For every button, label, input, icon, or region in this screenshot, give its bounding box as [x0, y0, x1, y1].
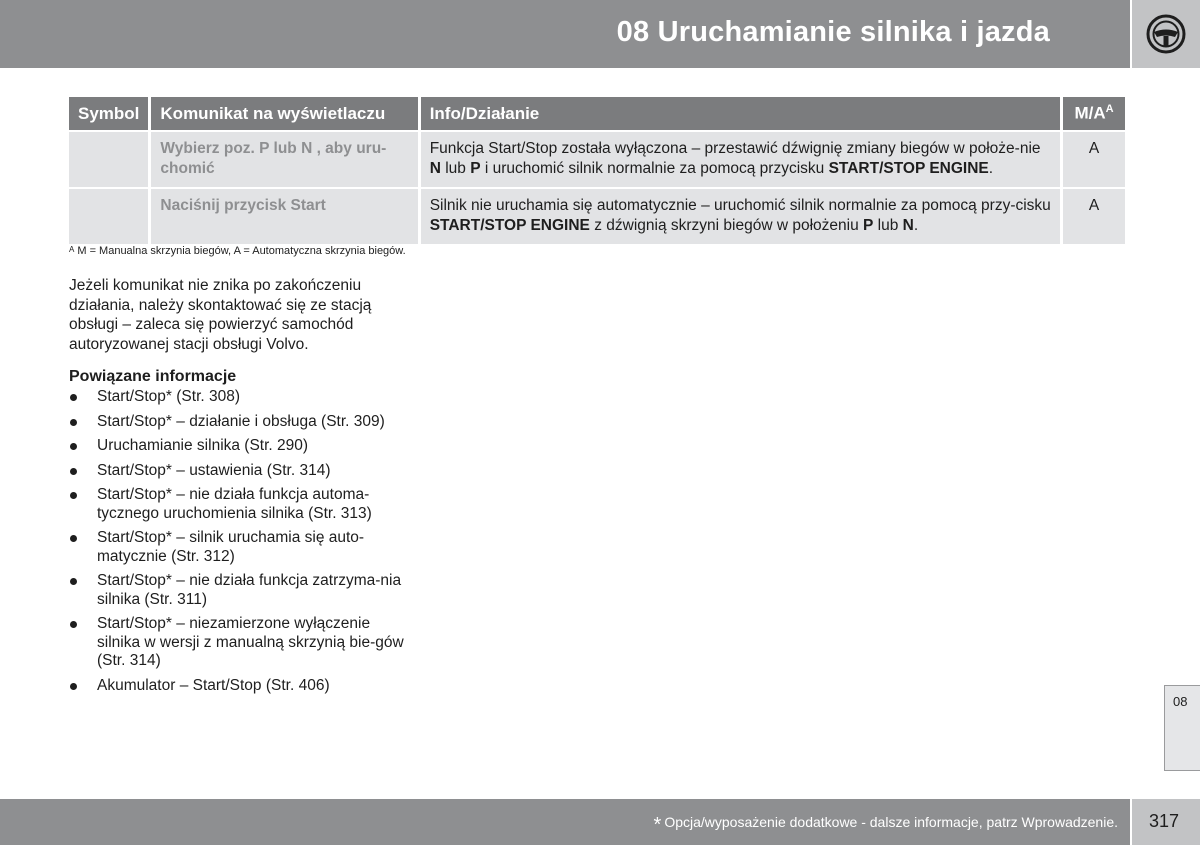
cell-symbol — [69, 132, 148, 187]
info-text: . — [988, 160, 994, 177]
related-info-list — [69, 388, 409, 701]
footer-note-text: Opcja/wyposażenie dodatkowe - dalsze informacje, patrz Wprowadzenie. — [664, 814, 1118, 830]
list-item-text: Start/Stop* – ustawienia (Str. 314) — [97, 461, 331, 479]
table-row — [69, 189, 1125, 244]
bullet-icon — [70, 443, 77, 450]
list-item[interactable] — [69, 615, 409, 671]
footnote-marker: A — [1105, 103, 1114, 116]
info-bold-text: P — [863, 217, 874, 234]
bullet-icon — [70, 394, 77, 401]
column-header-ma-label: M/A — [1074, 103, 1106, 123]
cell-info — [421, 189, 1060, 244]
info-bold-text: START/STOP ENGINE — [429, 217, 590, 234]
list-item[interactable] — [69, 437, 409, 456]
cell-message: Wybierz poz. P lub N , aby uru-chomić — [151, 132, 417, 187]
related-info-heading: Powiązane informacje — [69, 368, 237, 385]
info-text: Silnik nie uruchamia się automatycznie – uruchomić silnik normalnie za pomocą przy-cisku — [429, 197, 1051, 214]
page-number: 317 — [1149, 811, 1180, 831]
table-footnote — [69, 245, 406, 257]
table-row — [69, 132, 1125, 187]
info-text: Funkcja Start/Stop została wyłączona – przestawić dźwignię zmiany biegów w położe-nie — [429, 140, 1041, 157]
list-item[interactable] — [69, 572, 409, 609]
list-item-text: Start/Stop* (Str. 308) — [97, 388, 241, 405]
message-table — [66, 95, 1128, 246]
bullet-icon — [70, 492, 77, 499]
list-item-text: Start/Stop* – działanie i obsługa (Str. 309) — [97, 412, 385, 430]
bullet-icon — [70, 535, 77, 542]
header-bar — [0, 0, 1130, 68]
list-item-text: Uruchamianie silnika (Str. 290) — [97, 437, 309, 454]
list-item-text: Start/Stop* – nie działa funkcja zatrzyma-nia silnika (Str. 311) — [97, 572, 402, 608]
cell-message: Naciśnij przycisk Start — [151, 189, 417, 244]
chapter-tab-label: 08 — [1173, 694, 1188, 709]
column-header-message: Komunikat na wyświetlaczu — [151, 97, 417, 130]
bullet-icon — [70, 468, 77, 475]
column-header-info: Info/Działanie — [421, 97, 1060, 130]
list-item-text: Akumulator – Start/Stop (Str. 406) — [97, 676, 330, 694]
info-bold-text: N — [429, 160, 441, 177]
list-item[interactable] — [69, 413, 409, 432]
cell-ma: A — [1063, 189, 1125, 244]
table-header-row — [69, 97, 1125, 130]
bullet-icon — [70, 578, 77, 585]
page-title: 08 Uruchamianie silnika i jazda — [616, 16, 1050, 48]
column-header-ma — [1063, 97, 1125, 130]
cell-ma: A — [1063, 132, 1125, 187]
list-item-text: Start/Stop* – niezamierzone wyłączenie silnika w wersji z manualną skrzynią bie-gów (Str. 314) — [97, 615, 404, 669]
bullet-icon — [70, 683, 77, 690]
list-item[interactable] — [69, 388, 409, 407]
list-item[interactable] — [69, 462, 409, 481]
list-item[interactable] — [69, 486, 409, 523]
footer-bar — [0, 799, 1130, 845]
page-number-box — [1132, 799, 1200, 845]
bullet-icon — [70, 621, 77, 628]
bullet-icon — [70, 419, 77, 426]
footnote-marker: A — [69, 245, 75, 254]
list-item[interactable] — [69, 529, 409, 566]
steering-wheel-icon — [1145, 13, 1187, 55]
header-icon-box — [1132, 0, 1200, 68]
info-text: lub — [873, 217, 903, 234]
info-bold-text: START/STOP ENGINE — [828, 160, 989, 177]
list-item[interactable] — [69, 677, 409, 696]
info-text: z dźwignią skrzyni biegów w położeniu — [589, 217, 863, 234]
info-text: . — [913, 217, 919, 234]
cell-info — [421, 132, 1060, 187]
footnote-text: M = Manualna skrzynia biegów, A = Automatyczna skrzynia biegów. — [77, 245, 406, 257]
column-header-symbol: Symbol — [69, 97, 148, 130]
body-paragraph: Jeżeli komunikat nie znika po zakończeniu działania, należy skontaktować się ze stacją obsługi – zaleca się powierzyć samochód autoryzowanej stacji obsługi Volvo. — [69, 277, 372, 353]
footer-star: * — [653, 814, 662, 836]
list-item-text: Start/Stop* – silnik uruchamia się auto-matycznie (Str. 312) — [97, 529, 365, 565]
footer-note — [654, 814, 1118, 837]
chapter-tab — [1164, 685, 1200, 771]
info-text: i uruchomić silnik normalnie za pomocą przycisku — [480, 160, 829, 177]
list-item-text: Start/Stop* – nie działa funkcja automa-tycznego uruchomienia silnika (Str. 313) — [97, 486, 372, 522]
info-text: lub — [440, 160, 471, 177]
cell-symbol — [69, 189, 148, 244]
info-bold-text: P — [470, 160, 481, 177]
info-bold-text: N — [902, 217, 914, 234]
